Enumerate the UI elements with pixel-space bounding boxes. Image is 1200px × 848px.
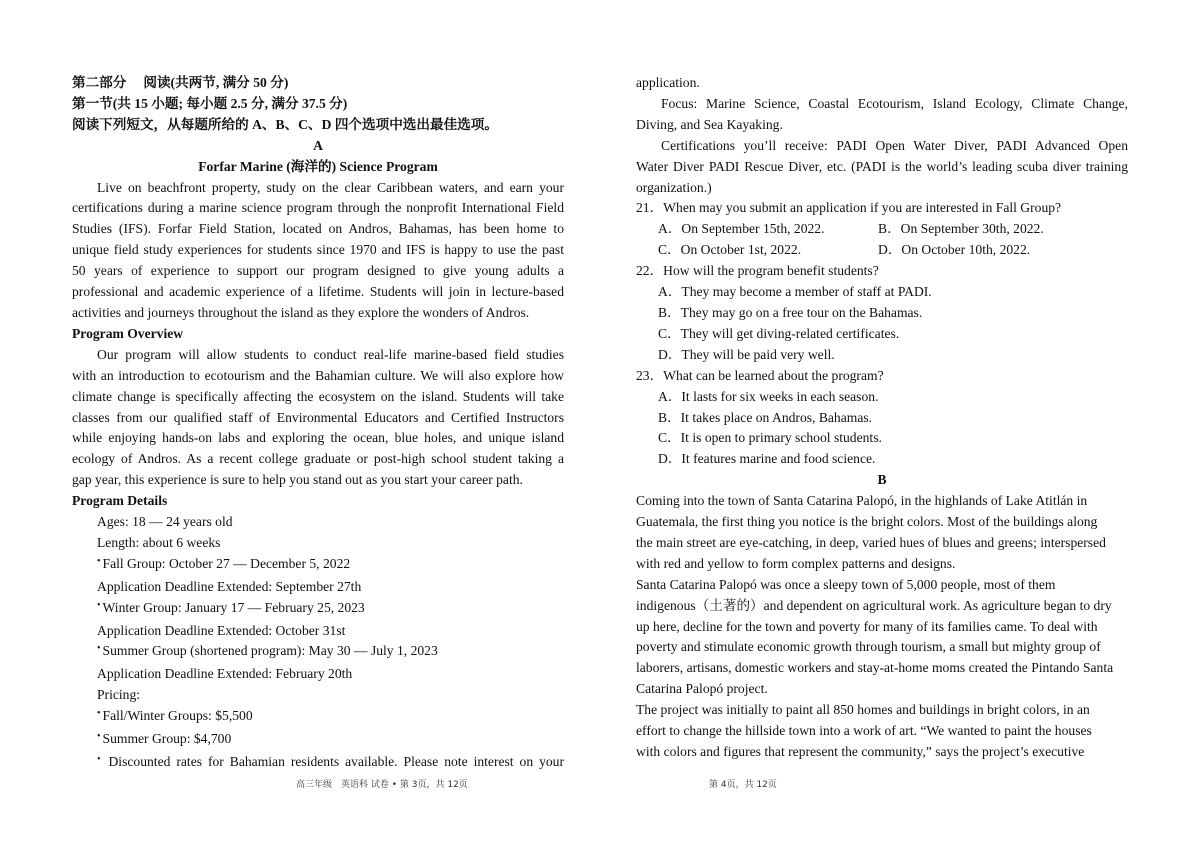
- text-line: Guatemala, the first thing you notice is the bright colors. Most of the buildings along: [636, 514, 1098, 530]
- summer-deadline-line: Application Deadline Extended: February 20th: [97, 666, 353, 682]
- text-line: Water Diver PADI Rescue Diver, etc. (PADI is the world’s leading scuba diver training: [636, 158, 1128, 174]
- question-stem: 21．When may you submit an application if you are interested in Fall Group?: [636, 200, 1062, 216]
- option-b: B．On September 30th, 2022.: [878, 221, 1044, 237]
- question-22: [636, 261, 1128, 366]
- option-d: D．It features marine and food science.: [658, 451, 876, 467]
- page-footer-right: 第 4页，共 12页: [709, 780, 777, 790]
- discount-continuation: application.: [636, 75, 700, 90]
- text-line: unique field study experiences for students since 1970 and IFS is happy to use the past: [72, 242, 564, 258]
- text-line: professional and academic experience of a lifetime. Students will join in lecture-based: [72, 284, 564, 300]
- discount-line: • Discounted rates for Bahamian residents available. Please note interest on your: [97, 754, 564, 769]
- text-line: classes from our qualified staff of Environmental Educators and Certified Instructors: [72, 409, 564, 425]
- text-line: Studies (IFS). Forfar Field Station, located on Andros, Bahamas, has been home to: [72, 221, 564, 237]
- option-row: [636, 240, 1128, 261]
- bullet-icon: •: [97, 731, 101, 743]
- option-c: C．It is open to primary school students.: [658, 430, 882, 446]
- text-line: Focus: Marine Science, Coastal Ecotourism, Island Ecology, Climate Change,: [661, 95, 1128, 111]
- price-summer: • Summer Group: $4,700: [97, 731, 232, 747]
- option-d: D．On October 10th, 2022.: [878, 242, 1031, 258]
- text-line: while enjoying hands-on labs and exploring the ocean, blue holes, and unique island: [72, 430, 564, 446]
- text-line: gap year, this experience is sure to help you stand out as you start your career path.: [72, 472, 523, 488]
- focus-paragraph: [636, 94, 1128, 136]
- passage-b-paragraph-1: [636, 491, 1128, 575]
- overview-heading: Program Overview: [72, 325, 184, 341]
- question-21: [636, 198, 1128, 261]
- text-line: Catarina Palopó project.: [636, 681, 768, 697]
- text-line: Coming into the town of Santa Catarina Palopó, in the highlands of Lake Atitlán in: [636, 493, 1088, 509]
- option-d: D．They will be paid very well.: [658, 346, 835, 362]
- part-title: 第二部分 阅读(共两节, 满分 50 分): [72, 75, 289, 90]
- section-title: 第一节(共 15 小题; 每小题 2.5 分, 满分 37.5 分): [72, 95, 348, 111]
- passage-a-title: Forfar Marine (海洋的) Science Program: [198, 158, 438, 174]
- option-b: B．They may go on a free tour on the Bahamas.: [658, 304, 923, 320]
- text-line: indigenous（土著的）and dependent on agricultural work. As agriculture began to dry: [636, 597, 1112, 613]
- text-line: activities and journeys throughout the island as they explore the wonders of Andros.: [72, 304, 530, 320]
- option-c: C．They will get diving-related certificates.: [658, 325, 900, 341]
- text-line: organization.): [636, 179, 712, 195]
- option-b: B．It takes place on Andros, Bahamas.: [658, 409, 873, 425]
- bullet-icon: •: [97, 599, 101, 611]
- question-stem: 22．How will the program benefit students?: [636, 263, 879, 279]
- ages-line: Ages: 18 — 24 years old: [97, 514, 233, 530]
- winter-deadline-line: Application Deadline Extended: October 31st: [97, 622, 346, 638]
- passage-b-letter: B: [877, 472, 887, 488]
- option-a: A．On September 15th, 2022.: [658, 221, 825, 237]
- text-line: ecology of Andros. As a recent college graduate or post-high school student taking a: [72, 451, 564, 467]
- winter-group-line: • Winter Group: January 17 — February 25, 2023: [97, 599, 365, 615]
- text-line: Live on beachfront property, study on the clear Caribbean waters, and earn your: [97, 179, 564, 195]
- passage-a-letter: A: [313, 137, 323, 153]
- question-stem: 23．What can be learned about the program?: [636, 367, 884, 383]
- pricing-label: Pricing:: [97, 687, 141, 703]
- text-line: with an introduction to ecotourism and the Bahamian culture. We will also explore how: [72, 367, 564, 383]
- text-line: with red and yellow to form complex patterns and designs.: [636, 555, 956, 571]
- bullet-icon: •: [97, 643, 101, 655]
- instruction: 阅读下列短文，从每题所给的 A、B、C、D 四个选项中选出最佳选项。: [72, 116, 498, 132]
- text-line: The project was initially to paint all 850 homes and buildings in bright colors, in an: [636, 702, 1090, 718]
- text-line: Our program will allow students to conduct real-life marine-based field studies: [97, 346, 564, 362]
- fall-group-line: • Fall Group: October 27 — December 5, 2022: [97, 555, 351, 571]
- text-line: Diving, and Sea Kayaking.: [636, 116, 783, 132]
- price-fall-winter: • Fall/Winter Groups: $5,500: [97, 708, 253, 724]
- bullet-icon: •: [97, 708, 101, 720]
- text-line: with colors and figures that represent the community,” says the project’s executive: [636, 744, 1085, 759]
- text-line: effort to change the hillside town into a work of art. “We wanted to paint the houses: [636, 723, 1092, 739]
- summer-group-line: • Summer Group (shortened program): May 30 — July 1, 2023: [97, 643, 438, 659]
- text-line: poverty and stimulate economic growth through tourism, a small but mighty group of: [636, 639, 1101, 655]
- option-a: A．They may become a member of staff at PADI.: [658, 284, 932, 300]
- text-line: 50 years of experience to support our program designed to give young adults a: [72, 263, 564, 279]
- length-line: Length: about 6 weeks: [97, 534, 221, 550]
- overview-paragraph: [72, 345, 564, 491]
- text-line: climate change is specifically affecting the ecosystem on the island. Students will take: [72, 388, 564, 404]
- intro-paragraph: [72, 178, 564, 324]
- details-heading: Program Details: [72, 493, 168, 509]
- text-line: up here, decline for the town and poverty for many of its families came. To deal with: [636, 618, 1098, 634]
- bullet-icon: •: [97, 555, 101, 567]
- passage-b-paragraph-3: [636, 700, 1128, 763]
- left-column: [72, 73, 564, 775]
- details-list: [72, 512, 564, 775]
- text-line: the main street are eye-catching, in deep, varied hues of blues and greens; interspersed: [636, 534, 1106, 550]
- question-23: [636, 366, 1128, 471]
- text-line: certifications during a marine science program through the nonprofit International Field: [72, 200, 564, 216]
- passage-b-paragraph-2: [636, 575, 1128, 700]
- page-footer-left: 高三年级 英语科 试卷 • 第 3页，共 12页: [296, 780, 468, 790]
- text-line: laborers, artisans, domestic workers and stay-at-home moms created the Pintando Santa: [636, 660, 1114, 676]
- text-line: Certifications you’ll receive: PADI Open Water Diver, PADI Advanced Open: [661, 137, 1128, 153]
- fall-deadline-line: Application Deadline Extended: September 27th: [97, 578, 362, 594]
- certifications-paragraph: [636, 136, 1128, 199]
- option-a: A．It lasts for six weeks in each season.: [658, 388, 879, 404]
- option-c: C．On October 1st, 2022.: [658, 242, 802, 258]
- text-line: Santa Catarina Palopó was once a sleepy town of 5,000 people, most of them: [636, 576, 1056, 592]
- bullet-icon: •: [97, 754, 101, 765]
- right-column: [636, 73, 1128, 763]
- option-row: [636, 219, 1128, 240]
